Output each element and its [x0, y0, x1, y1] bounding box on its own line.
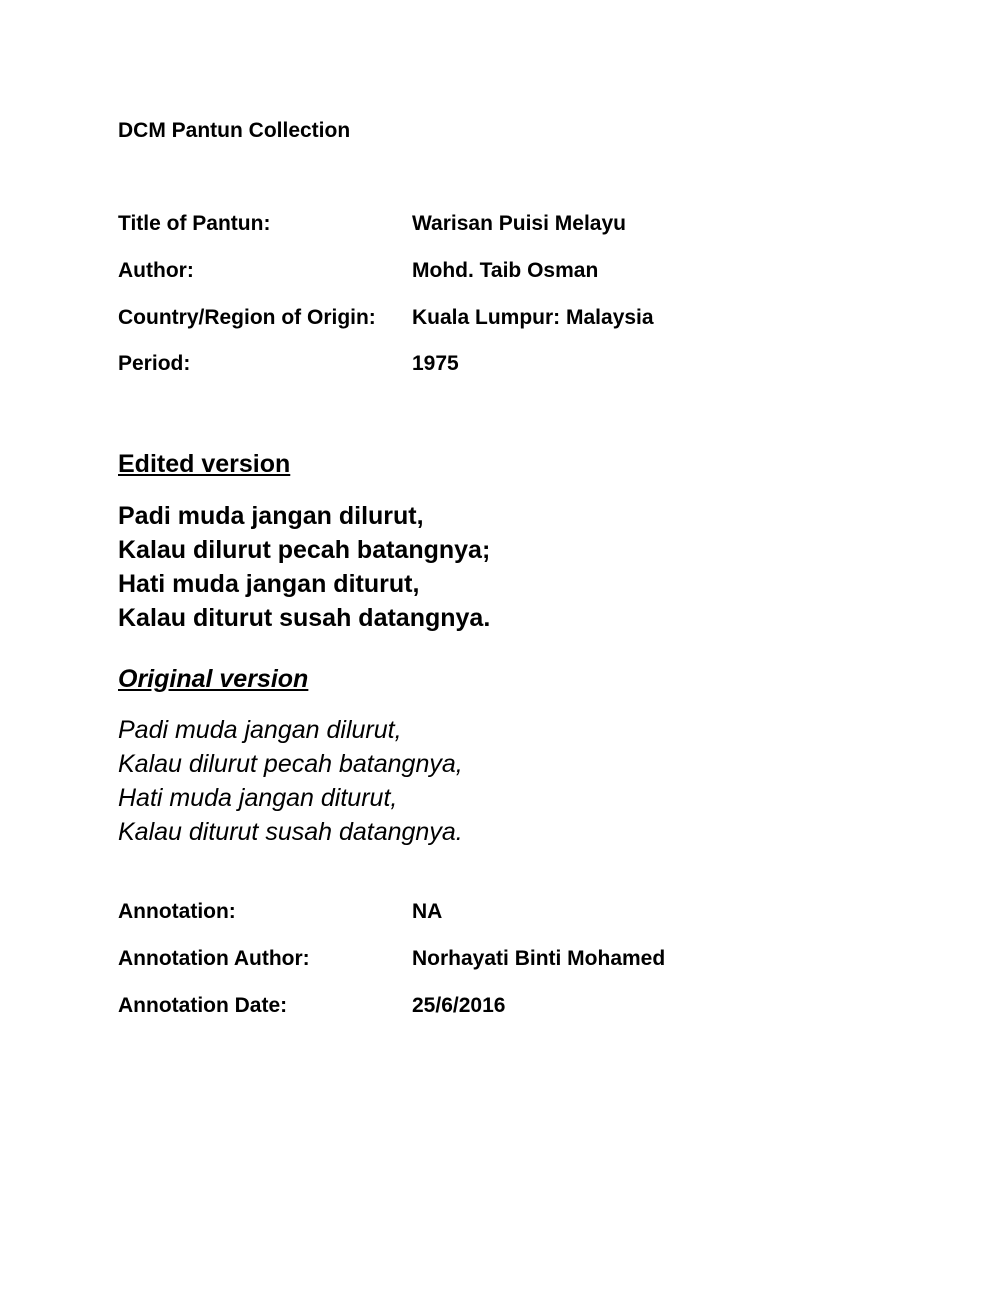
- metadata-row-origin: [118, 305, 654, 331]
- verse-line: Hati muda jangan diturut,: [118, 784, 398, 812]
- verse-line: Hati muda jangan diturut,: [118, 570, 420, 598]
- annotation-value: Norhayati Binti Mohamed: [412, 947, 666, 970]
- metadata-value: Kuala Lumpur: Malaysia: [412, 306, 654, 329]
- metadata-row-period: [118, 351, 459, 377]
- verse-line: Kalau diturut susah datangnya.: [118, 818, 463, 846]
- annotation-row: [118, 899, 442, 925]
- original-version-heading: Original version: [118, 665, 309, 693]
- annotation-value: 25/6/2016: [412, 994, 506, 1017]
- verse-line: Kalau dilurut pecah batangnya,: [118, 750, 463, 778]
- metadata-label: Author:: [118, 259, 194, 282]
- annotation-date-row: [118, 993, 505, 1019]
- edited-version-heading: Edited version: [118, 450, 291, 478]
- verse-line: Padi muda jangan dilurut,: [118, 502, 424, 530]
- metadata-label: Country/Region of Origin:: [118, 306, 376, 329]
- verse-line: Padi muda jangan dilurut,: [118, 716, 402, 744]
- metadata-value: Warisan Puisi Melayu: [412, 212, 626, 235]
- metadata-value: 1975: [412, 352, 459, 375]
- annotation-label: Annotation:: [118, 900, 236, 923]
- annotation-label: Annotation Date:: [118, 994, 288, 1017]
- original-version-verse: [118, 713, 463, 849]
- verse-line: Kalau diturut susah datangnya.: [118, 604, 491, 632]
- document-title: DCM Pantun Collection: [118, 119, 351, 142]
- metadata-row-title: [118, 211, 626, 237]
- annotation-label: Annotation Author:: [118, 947, 310, 970]
- metadata-label: Period:: [118, 352, 191, 375]
- edited-version-verse: [118, 499, 490, 635]
- metadata-label: Title of Pantun:: [118, 212, 271, 235]
- annotation-author-row: [118, 946, 665, 972]
- metadata-row-author: [118, 258, 598, 284]
- verse-line: Kalau dilurut pecah batangnya;: [118, 536, 491, 564]
- annotation-value: NA: [412, 900, 443, 923]
- metadata-value: Mohd. Taib Osman: [412, 259, 599, 282]
